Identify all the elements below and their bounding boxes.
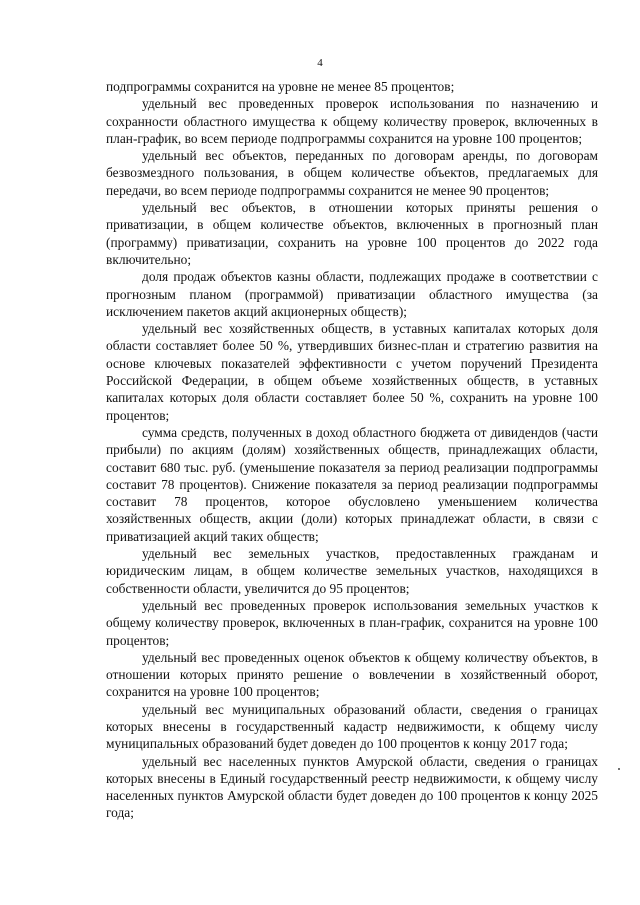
paragraph-land-plots: удельный вес земельных участков, предоставленных гражданам и юридическим лицам, в общем количестве земельных участков, находящихся в собственности области, увеличится до 95 процентов; (106, 546, 598, 596)
paragraph-land-inspections: удельный вес проведенных проверок использования земельных участков к общему количеству проверок, включенных в план-график, сохранится на уровне 100 процентов; (106, 597, 598, 648)
paragraph-lease-objects: удельный вес объектов, переданных по договорам аренды, по договорам безвозмездного пользования, в общем количестве объектов, предлагаемых для передачи, во всем периоде подпрограммы сохранится не менее 90 процентов; (106, 148, 598, 198)
paragraph-dividends: сумма средств, полученных в доход областного бюджета от дивидендов (части прибыли) по акциям (долям) хозяйственных обществ, принадлежащих области, составит 680 тыс. руб. (уменьшение показателя за период реализации подпрограммы составит 78 процентов). Снижение показателя за период реализации подпрограммы составит 78 процентов, которое обусловлено уменьшением количества хозяйственных обществ, акции (доли) которых принадлежат области, в связи с приватизацией акций таких обществ; (106, 424, 598, 544)
paragraph-continuation: подпрограммы сохранится на уровне не менее 85 процентов; (106, 79, 455, 94)
paragraph-privatization-decisions: удельный вес объектов, в отношении которых приняты решения о приватизации, в общем количестве объектов, включенных в прогнозный план (программу) приватизации, сохранить на уровне 100 процентов до 2022 года включительно; (106, 200, 598, 267)
paragraph-valuations: удельный вес проведенных оценок объектов к общему количеству объектов, в отношении которых принято решение о вовлечении в хозяйственный оборот, сохранится на уровне 100 процентов; (106, 649, 598, 700)
paragraph-municipal-boundaries: удельный вес муниципальных образований области, сведения о границах которых внесены в государственный кадастр недвижимости, к общему числу муниципальных образований будет доведен до 100 процентов к концу 2017 года; (106, 701, 598, 752)
paragraph-settlement-boundaries: удельный вес населенных пунктов Амурской области, сведения о границах которых внесены в Единый государственный реестр недвижимости, к общему числу населенных пунктов Амурской области будет доведен до 100 процентов к концу 2025 года; (106, 753, 598, 821)
document-body (106, 78, 598, 822)
paragraph-business-companies: удельный вес хозяйственных обществ, в уставных капиталах которых доля области составляет более 50 %, утвердивших бизнес-план и стратегию развития на основе ключевых показателей эффективности с учетом поручений Президента Российской Федерации, в общем объеме хозяйственных обществ, в уставных капиталах которых доля области составляет более 50 %, сохранить на уровне 100 процентов; (106, 321, 598, 423)
paragraph-treasury-sales: доля продаж объектов казны области, подлежащих продаже в соответствии с прогнозным планом (программой) приватизации областного имущества (за исключением пакетов акций акционерных обществ); (106, 269, 598, 319)
page-number: 4 (317, 57, 323, 69)
paragraph-inspections-property-use: удельный вес проведенных проверок использования по назначению и сохранности областного имущества к общему количеству проверок, включенных в план-график, во всем периоде подпрограммы сохранится на уровне 100 процентов; (106, 96, 598, 146)
scan-speck (618, 768, 620, 770)
